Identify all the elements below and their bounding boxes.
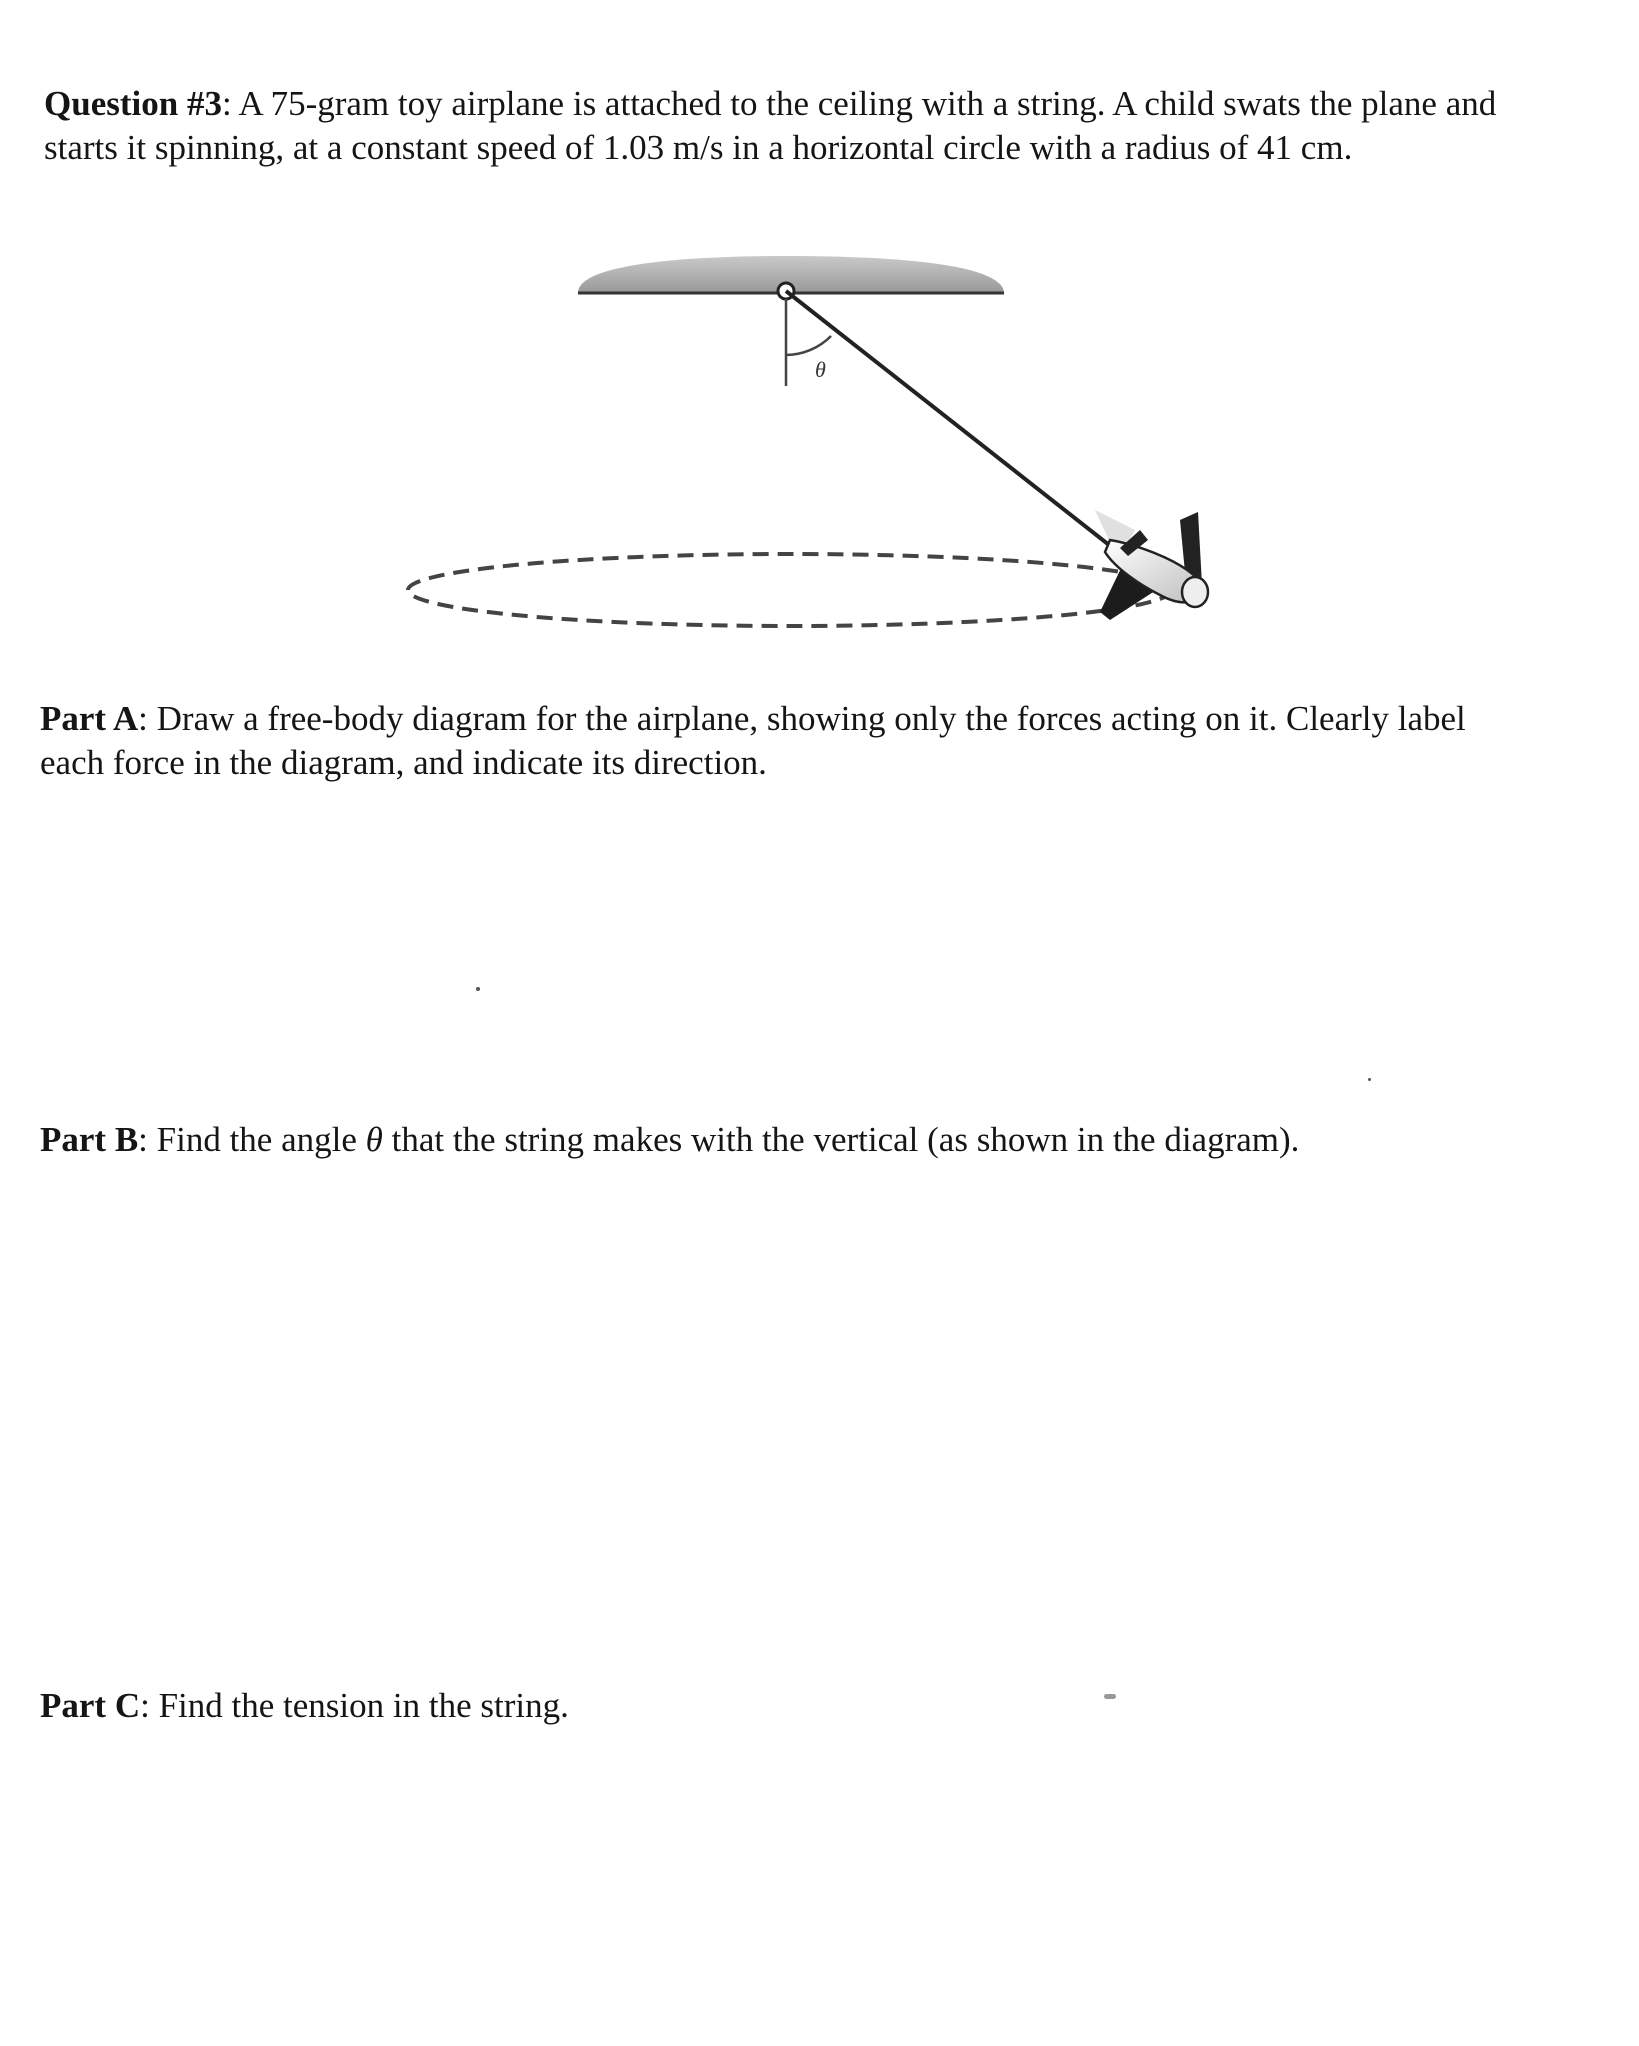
part-a-heading: Part A bbox=[40, 699, 139, 738]
part-c-text bbox=[40, 1684, 1580, 1728]
angle-arc bbox=[786, 336, 831, 355]
scan-speck bbox=[1104, 1694, 1116, 1699]
scan-speck bbox=[1368, 1078, 1371, 1081]
angle-label: θ bbox=[815, 357, 826, 382]
part-a-text-line2: each force in the diagram, and indicate its direction. bbox=[40, 743, 767, 782]
circular-path bbox=[408, 554, 1172, 626]
part-b-heading: Part B bbox=[40, 1120, 139, 1159]
question-heading: Question #3 bbox=[44, 84, 222, 123]
part-c-text: : Find the tension in the string. bbox=[140, 1686, 569, 1725]
part-c-heading: Part C bbox=[40, 1686, 141, 1725]
part-b-text bbox=[40, 1118, 1580, 1162]
scan-speck bbox=[476, 987, 480, 991]
part-b-text-after: that the string makes with the vertical (as shown in the diagram). bbox=[382, 1120, 1300, 1159]
question-text-line1: : A 75-gram toy airplane is attached to the ceiling with a string. A child swats the plane and bbox=[221, 84, 1497, 123]
part-a-text bbox=[40, 697, 1580, 785]
part-a-text-line1: : Draw a free-body diagram for the airplane, showing only the forces acting on it. Clearly label bbox=[138, 699, 1466, 738]
string bbox=[786, 291, 1118, 552]
theta-symbol: θ bbox=[365, 1120, 383, 1159]
part-b-text-before: : Find the angle bbox=[138, 1120, 366, 1159]
question-text-line2: starts it spinning, at a constant speed of 1.03 m/s in a horizontal circle with a radius of 41 cm. bbox=[44, 128, 1353, 167]
